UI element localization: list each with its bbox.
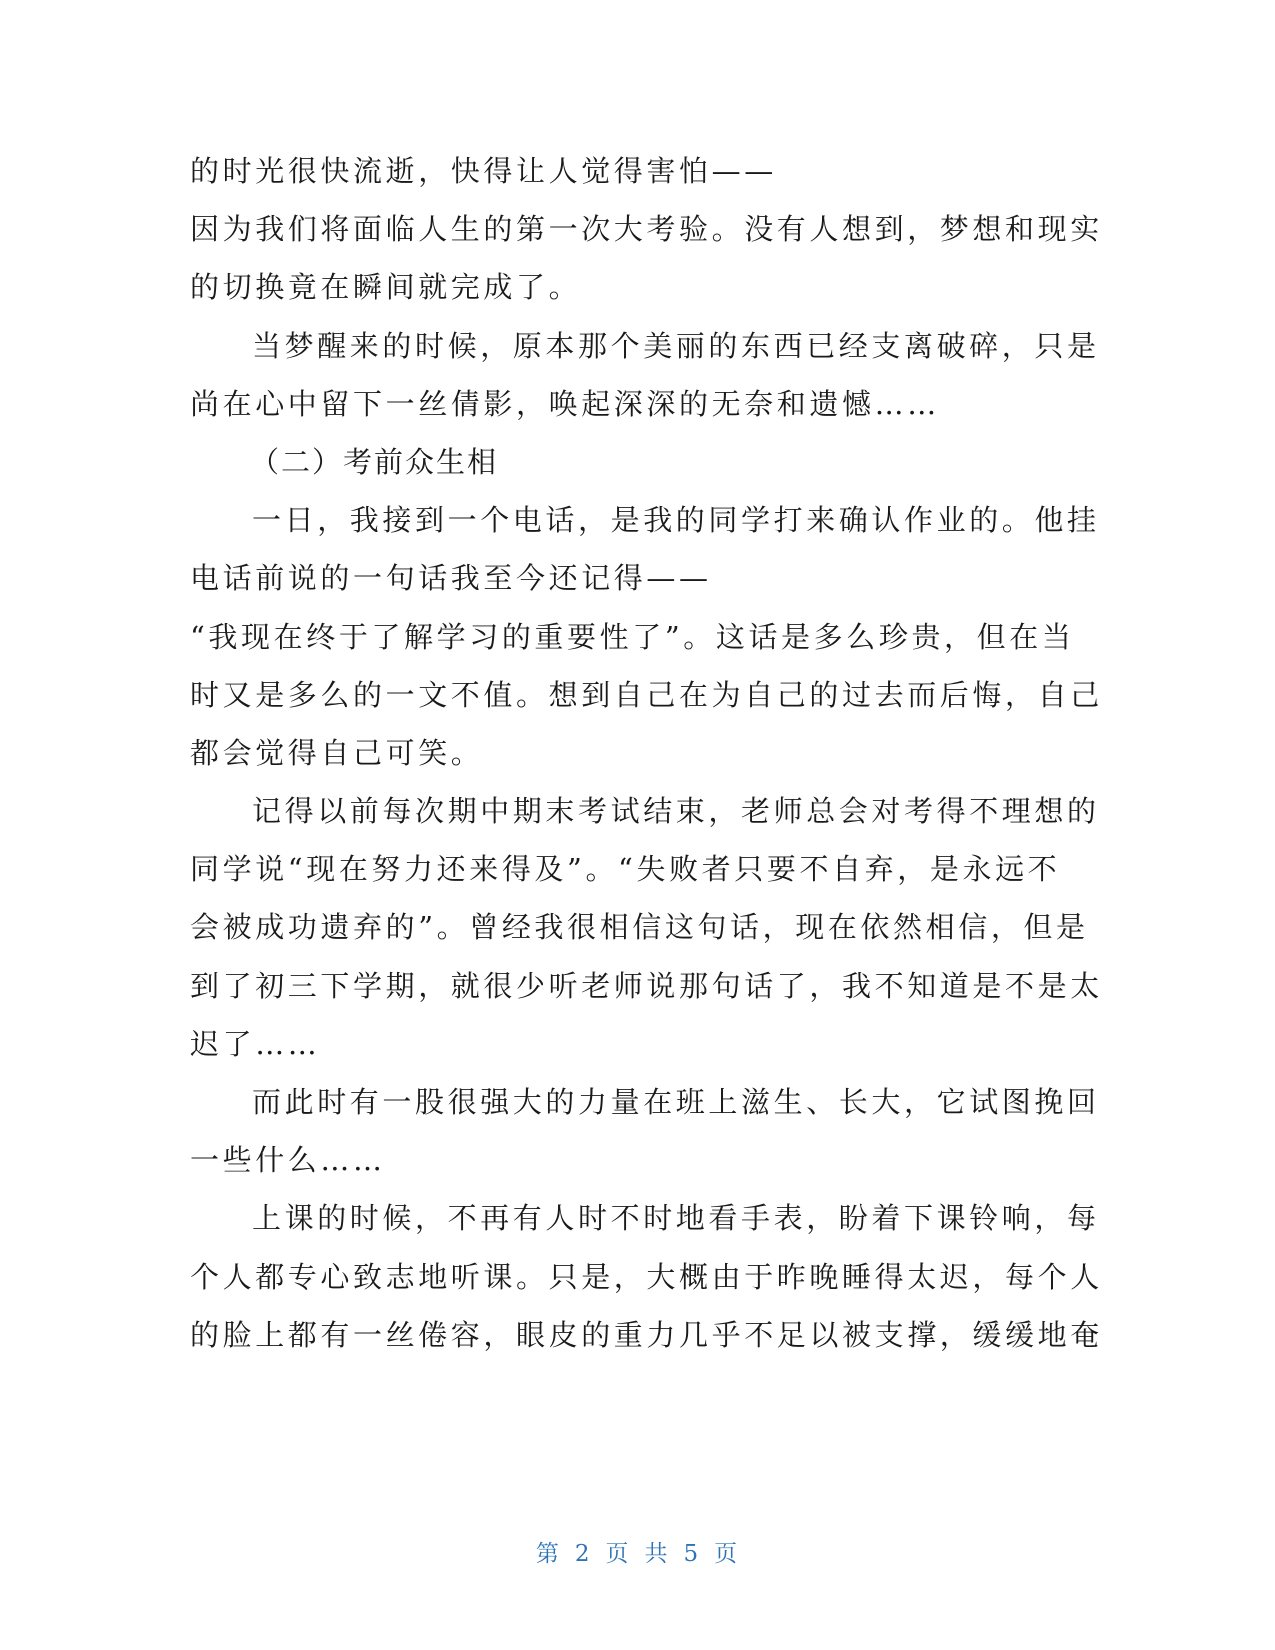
- footer-suffix: 页: [714, 1541, 740, 1567]
- document-body: [190, 142, 1103, 1364]
- section-heading: （二）考前众生相: [250, 444, 499, 479]
- text-line: 同学说“现在努力还来得及”。“失败者只要不自弃，是永远不: [190, 852, 1061, 887]
- page-number-footer: [0, 1535, 1275, 1568]
- text-line: 到了初三下学期，就很少听老师说那句话了，我不知道是不是太: [190, 968, 1103, 1003]
- footer-prefix: 第: [535, 1541, 561, 1567]
- paragraph-first-line: 当梦醒来的时候，原本那个美丽的东西已经支离破碎，只是: [252, 328, 1100, 363]
- text-line: 个人都专心致志地听课。只是，大概由于昨晚睡得太迟，每个人: [190, 1259, 1103, 1294]
- text-line: 的切换竟在瞬间就完成了。: [190, 270, 582, 305]
- text-line: 因为我们将面临人生的第一次大考验。没有人想到，梦想和现实: [190, 212, 1103, 247]
- paragraph-first-line: 而此时有一股很强大的力量在班上滋生、长大，它试图挽回: [252, 1085, 1100, 1119]
- paragraph-first-line: 一日，我接到一个电话，是我的同学打来确认作业的。他挂: [252, 503, 1100, 538]
- text-line: “我现在终于了解学习的重要性了”。这话是多么珍贵，但在当: [190, 619, 1075, 654]
- footer-page-word: 页: [605, 1541, 631, 1567]
- text-line: 时又是多么的一文不值。想到自己在为自己的过去而后悔，自己: [190, 677, 1103, 712]
- text-line: 尚在心中留下一丝倩影，唤起深深的无奈和遗憾……: [190, 386, 940, 421]
- text-line: 会被成功遗弃的”。曾经我很相信这句话，现在依然相信，但是: [190, 910, 1089, 945]
- text-line: 的脸上都有一丝倦容，眼皮的重力几乎不足以被支撑，缓缓地奄: [190, 1317, 1103, 1352]
- footer-total-word: 共: [644, 1541, 670, 1567]
- text-line: 的时光很快流逝，快得让人觉得害怕——: [190, 154, 777, 188]
- text-line: 迟了……: [190, 1026, 321, 1061]
- total-page-number: 5: [683, 1541, 701, 1567]
- paragraph-first-line: 记得以前每次期中期末考试结束，老师总会对考得不理想的: [252, 794, 1100, 829]
- current-page-number: 2: [574, 1541, 592, 1567]
- text-line: 都会觉得自己可笑。: [190, 735, 484, 770]
- text-line: 一些什么……: [190, 1143, 386, 1178]
- paragraph-first-line: 上课的时候，不再有人时不时地看手表，盼着下课铃响，每: [252, 1201, 1100, 1236]
- text-line: 电话前说的一句话我至今还记得——: [190, 561, 712, 596]
